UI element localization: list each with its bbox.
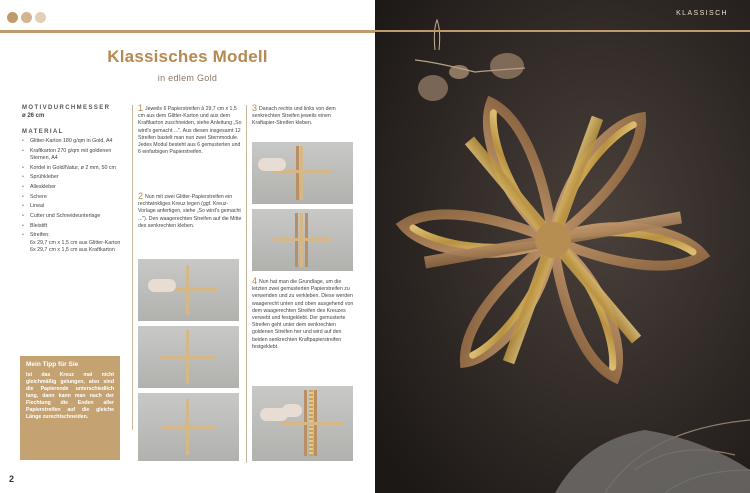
step-number: 4 [252, 276, 258, 286]
step-text: Nun mit zwei Glitter-Papierstreifen ein rechtwinkliges Kreuz legen (ggf. Kreuz-Vorlage anfertigen, siehe „So wird's gemacht ..."). Den waagerechten Streifen auf die Mitte des senkrechten kleben. [138, 194, 242, 229]
gold-strip [274, 170, 332, 173]
gold-strip [300, 146, 303, 200]
header-dot-3 [35, 12, 46, 23]
header-rule [375, 30, 750, 32]
ornament-bead [490, 53, 524, 79]
gold-strip [274, 238, 332, 241]
material-item: • Sprühkleber [22, 174, 128, 181]
step-1 [138, 105, 242, 156]
header-dot-2 [21, 12, 32, 23]
column-divider [132, 105, 133, 430]
hand [148, 279, 176, 292]
step-text: Danach rechts und links von dem senkrechten Streifen jeweils einen Kraftapier-Streifen kleben. [252, 106, 336, 127]
step-photo-cross [138, 326, 239, 388]
material-item: • Kraftkarton 270 g/qm mit goldenen Sternen, A4 [22, 148, 128, 163]
header-dot-1 [7, 12, 18, 23]
column-divider [246, 105, 247, 463]
step-text: Nun hat man die Grundlage, um die letzten zwei gemusterten Papierstreifen zu verwenden und zu verkleben. Diese werden waagerecht unten und oben ausgehend von dem waagerechten Streifen des Kreuzes verwebt und festgeklebt. Der gemusterte Streifen geht unter dem senkrechten goldenen Streifen her und wird auf den beiden senkrechten Kraftpapierstreifen festgeklebt. [252, 279, 354, 350]
material-item: • Kordel in Gold/Natur, ø 2 mm, 50 cm [22, 165, 128, 172]
step-number: 2 [138, 191, 144, 201]
material-list [22, 138, 128, 254]
material-item: • Bleistift [22, 223, 128, 230]
material-item: • Glitter-Karton 180 g/qm in Gold, A4 [22, 138, 128, 145]
category-label: KLASSISCH [676, 10, 728, 17]
hand [282, 404, 302, 417]
material-item: • Alleskleber [22, 184, 128, 191]
step-3 [252, 105, 356, 128]
step-number: 3 [252, 103, 258, 113]
star-photo [375, 0, 750, 493]
step-2 [138, 193, 242, 230]
header-dots [7, 12, 46, 23]
step-photo-kraft-1 [252, 142, 353, 204]
header-rule [0, 30, 375, 33]
material-column [22, 105, 128, 257]
page-title: Klassisches Modell [107, 47, 268, 66]
step-photo-cross-start [138, 259, 239, 321]
kraft-strip [296, 146, 299, 200]
page-subtitle: in edlem Gold [157, 73, 218, 83]
step-4 [252, 278, 356, 351]
step-number: 1 [138, 103, 144, 113]
tip-box [20, 356, 120, 460]
ornament-bead [418, 75, 448, 101]
hand [258, 158, 286, 171]
motif-diameter: ø 26 cm [22, 113, 45, 120]
gold-strip [282, 422, 344, 425]
step-photo-cross-glue [138, 393, 239, 461]
step-photo-kraft-2 [252, 209, 353, 271]
step-photo-weave [252, 386, 353, 461]
material-item: • Schere [22, 194, 128, 201]
tip-body: Ist das Kreuz mal nicht gleichmäßig gelungen, also sind die Papierende unterschiedlich lang, dann kann man nach der Flechtung die Enden aller Papierstreifen auf die gleiche Länge zurechtschneiden. [26, 372, 114, 420]
gold-strip [162, 426, 216, 429]
tip-heading: Mein Tipp für Sie [26, 361, 79, 368]
material-heading: MATERIAL [22, 128, 64, 135]
right-page-photo [375, 0, 750, 493]
page-number: 2 [9, 474, 15, 484]
motif-heading: MOTIVDURCHMESSER [22, 105, 111, 111]
material-item: • Lineal [22, 203, 128, 210]
material-item: • Streifen: 6x 29,7 cm x 1,5 cm aus Glitter-Karton 6x 29,7 cm x 1,5 cm aus Kraftkarton [22, 232, 128, 254]
step-text: Jeweils 6 Papierstreifen à 29,7 cm x 1,5 cm aus dem Glitter-Karton und aus dem Kraftkarton zuschneiden, siehe Anleitung „So wird's gemacht ...". Aus diesen insgesamt 12 Streifen bastelt man nun zwei Sternmodule. Jedes Modul besteht aus 6 gemusterten und 6 einfarbigen Papierstreifen. [138, 106, 242, 156]
gold-strip [160, 356, 216, 359]
material-item: • Cutter und Schneideunterlage [22, 213, 128, 220]
